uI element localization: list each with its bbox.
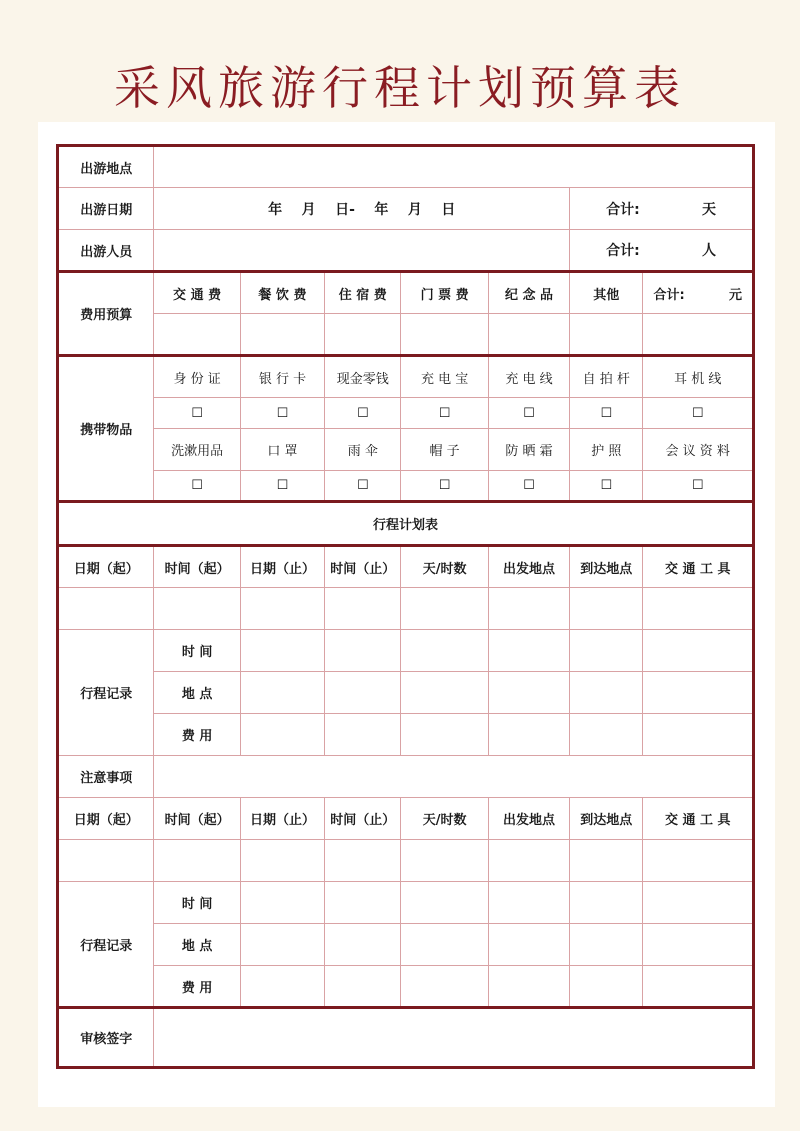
people-input[interactable] bbox=[154, 230, 570, 272]
plan-input[interactable] bbox=[488, 840, 569, 882]
page-title: 采风旅游行程计划预算表 bbox=[114, 61, 686, 115]
record-row-place: 地 点 bbox=[154, 924, 240, 966]
item-hat: 帽 子 bbox=[401, 429, 488, 471]
plan-input[interactable] bbox=[401, 840, 488, 882]
place-input[interactable] bbox=[154, 146, 754, 188]
checkbox[interactable]: ☐ bbox=[401, 398, 488, 429]
item-selfie-stick: 自 拍 杆 bbox=[570, 356, 643, 398]
plan-input[interactable] bbox=[240, 588, 324, 630]
checkbox[interactable]: ☐ bbox=[240, 471, 324, 502]
plan-header-transport: 交 通 工 具 bbox=[643, 798, 754, 840]
plan-input[interactable] bbox=[325, 588, 401, 630]
record-input[interactable] bbox=[240, 672, 324, 714]
checkbox[interactable]: ☐ bbox=[643, 471, 754, 502]
record-input[interactable] bbox=[488, 966, 569, 1008]
record-input[interactable] bbox=[240, 630, 324, 672]
item-sunscreen: 防 晒 霜 bbox=[488, 429, 569, 471]
item-bank-card: 银 行 卡 bbox=[240, 356, 324, 398]
record-input[interactable] bbox=[570, 630, 643, 672]
plan-header-time-end: 时间（止） bbox=[325, 798, 401, 840]
record-input[interactable] bbox=[401, 714, 488, 756]
notes-input[interactable] bbox=[154, 756, 754, 798]
plan-input[interactable] bbox=[401, 588, 488, 630]
record-input[interactable] bbox=[570, 966, 643, 1008]
record-input[interactable] bbox=[325, 924, 401, 966]
record-input[interactable] bbox=[643, 882, 754, 924]
record-input[interactable] bbox=[325, 966, 401, 1008]
plan-header-arrival: 到达地点 bbox=[570, 546, 643, 588]
checkbox[interactable]: ☐ bbox=[570, 398, 643, 429]
plan-input[interactable] bbox=[240, 840, 324, 882]
item-id-card: 身 份 证 bbox=[154, 356, 240, 398]
plan-input[interactable] bbox=[643, 588, 754, 630]
budget-input[interactable] bbox=[401, 314, 488, 356]
people-label: 出游人员 bbox=[58, 230, 154, 272]
budget-header-souvenir: 纪 念 品 bbox=[488, 272, 569, 314]
plan-input[interactable] bbox=[154, 588, 240, 630]
record-label: 行程记录 bbox=[58, 630, 154, 756]
record-input[interactable] bbox=[643, 672, 754, 714]
record-input[interactable] bbox=[570, 882, 643, 924]
budget-header-transport: 交 通 费 bbox=[154, 272, 240, 314]
checkbox[interactable]: ☐ bbox=[325, 471, 401, 502]
date-label: 出游日期 bbox=[58, 188, 154, 230]
budget-header-other: 其他 bbox=[570, 272, 643, 314]
record-input[interactable] bbox=[488, 924, 569, 966]
budget-input[interactable] bbox=[488, 314, 569, 356]
record-input[interactable] bbox=[401, 630, 488, 672]
plan-input[interactable] bbox=[570, 840, 643, 882]
record-row-place: 地 点 bbox=[154, 672, 240, 714]
record-label: 行程记录 bbox=[58, 882, 154, 1008]
item-passport: 护 照 bbox=[570, 429, 643, 471]
record-input[interactable] bbox=[401, 672, 488, 714]
record-input[interactable] bbox=[401, 966, 488, 1008]
record-input[interactable] bbox=[240, 924, 324, 966]
notes-label: 注意事项 bbox=[58, 756, 154, 798]
budget-header-ticket: 门 票 费 bbox=[401, 272, 488, 314]
checkbox[interactable]: ☐ bbox=[401, 471, 488, 502]
record-input[interactable] bbox=[570, 924, 643, 966]
record-input[interactable] bbox=[643, 714, 754, 756]
plan-input[interactable] bbox=[643, 840, 754, 882]
budget-total-label: 合计: bbox=[653, 287, 685, 303]
record-input[interactable] bbox=[240, 714, 324, 756]
sign-input[interactable] bbox=[154, 1008, 754, 1068]
plan-header-arrival: 到达地点 bbox=[570, 798, 643, 840]
budget-total-input[interactable] bbox=[643, 314, 754, 356]
plan-input[interactable] bbox=[154, 840, 240, 882]
items-label: 携带物品 bbox=[58, 356, 154, 502]
checkbox[interactable]: ☐ bbox=[154, 398, 240, 429]
plan-input[interactable] bbox=[488, 588, 569, 630]
checkbox[interactable]: ☐ bbox=[643, 398, 754, 429]
record-input[interactable] bbox=[488, 672, 569, 714]
plan-header-time-start: 时间（起） bbox=[154, 546, 240, 588]
item-cash: 现金零钱 bbox=[325, 356, 401, 398]
plan-input[interactable] bbox=[325, 840, 401, 882]
budget-header-lodging: 住 宿 费 bbox=[325, 272, 401, 314]
plan-header-duration: 天/时数 bbox=[401, 546, 488, 588]
plan-input[interactable] bbox=[58, 588, 154, 630]
people-total-label: 合计: bbox=[606, 243, 640, 259]
budget-input[interactable] bbox=[154, 314, 240, 356]
plan-header-duration: 天/时数 bbox=[401, 798, 488, 840]
date-total-unit: 天 bbox=[702, 201, 716, 218]
record-row-time: 时 间 bbox=[154, 882, 240, 924]
checkbox[interactable]: ☐ bbox=[325, 398, 401, 429]
plan-header-departure: 出发地点 bbox=[488, 546, 569, 588]
plan-header-time-end: 时间（止） bbox=[325, 546, 401, 588]
budget-input[interactable] bbox=[325, 314, 401, 356]
budget-input[interactable] bbox=[240, 314, 324, 356]
record-input[interactable] bbox=[570, 714, 643, 756]
record-input[interactable] bbox=[240, 882, 324, 924]
plan-header-date-end: 日期（止） bbox=[240, 546, 324, 588]
record-input[interactable] bbox=[325, 882, 401, 924]
checkbox[interactable]: ☐ bbox=[240, 398, 324, 429]
plan-input[interactable] bbox=[58, 840, 154, 882]
checkbox[interactable]: ☐ bbox=[488, 471, 569, 502]
record-input[interactable] bbox=[401, 882, 488, 924]
date-input[interactable]: 年 月 日- 年 月 日 bbox=[154, 188, 570, 230]
plan-header-date-start: 日期（起） bbox=[58, 546, 154, 588]
budget-label: 费用预算 bbox=[58, 272, 154, 356]
plan-title: 行程计划表 bbox=[58, 502, 754, 546]
sign-label: 审核签字 bbox=[58, 1008, 154, 1068]
record-input[interactable] bbox=[570, 672, 643, 714]
date-total[interactable] bbox=[570, 188, 754, 230]
record-input[interactable] bbox=[488, 882, 569, 924]
record-input[interactable] bbox=[240, 966, 324, 1008]
record-row-cost: 费 用 bbox=[154, 966, 240, 1008]
item-power-bank: 充 电 宝 bbox=[401, 356, 488, 398]
item-umbrella: 雨 伞 bbox=[325, 429, 401, 471]
item-charging-cable: 充 电 线 bbox=[488, 356, 569, 398]
record-input[interactable] bbox=[401, 924, 488, 966]
budget-input[interactable] bbox=[570, 314, 643, 356]
item-meeting-docs: 会 议 资 料 bbox=[643, 429, 754, 471]
item-mask: 口 罩 bbox=[240, 429, 324, 471]
plan-header-date-end: 日期（止） bbox=[240, 798, 324, 840]
plan-header-departure: 出发地点 bbox=[488, 798, 569, 840]
record-input[interactable] bbox=[488, 714, 569, 756]
record-input[interactable] bbox=[643, 630, 754, 672]
plan-header-time-start: 时间（起） bbox=[154, 798, 240, 840]
record-row-time: 时 间 bbox=[154, 630, 240, 672]
plan-header-transport: 交 通 工 具 bbox=[643, 546, 754, 588]
budget-total-unit: 元 bbox=[728, 287, 742, 303]
budget-total bbox=[643, 272, 754, 314]
record-input[interactable] bbox=[643, 924, 754, 966]
record-row-cost: 费 用 bbox=[154, 714, 240, 756]
record-input[interactable] bbox=[325, 672, 401, 714]
date-total-label: 合计: bbox=[606, 201, 640, 218]
place-label: 出游地点 bbox=[58, 146, 154, 188]
record-input[interactable] bbox=[488, 630, 569, 672]
plan-input[interactable] bbox=[570, 588, 643, 630]
budget-header-food: 餐 饮 费 bbox=[240, 272, 324, 314]
checkbox[interactable]: ☐ bbox=[570, 471, 643, 502]
people-total[interactable] bbox=[570, 230, 754, 272]
checkbox[interactable]: ☐ bbox=[154, 471, 240, 502]
plan-header-date-start: 日期（起） bbox=[58, 798, 154, 840]
budget-form-table bbox=[56, 144, 755, 1069]
item-toiletries: 洗漱用品 bbox=[154, 429, 240, 471]
checkbox[interactable]: ☐ bbox=[488, 398, 569, 429]
record-input[interactable] bbox=[325, 714, 401, 756]
record-input[interactable] bbox=[325, 630, 401, 672]
people-total-unit: 人 bbox=[702, 243, 716, 259]
record-input[interactable] bbox=[643, 966, 754, 1008]
item-earphone: 耳 机 线 bbox=[643, 356, 754, 398]
